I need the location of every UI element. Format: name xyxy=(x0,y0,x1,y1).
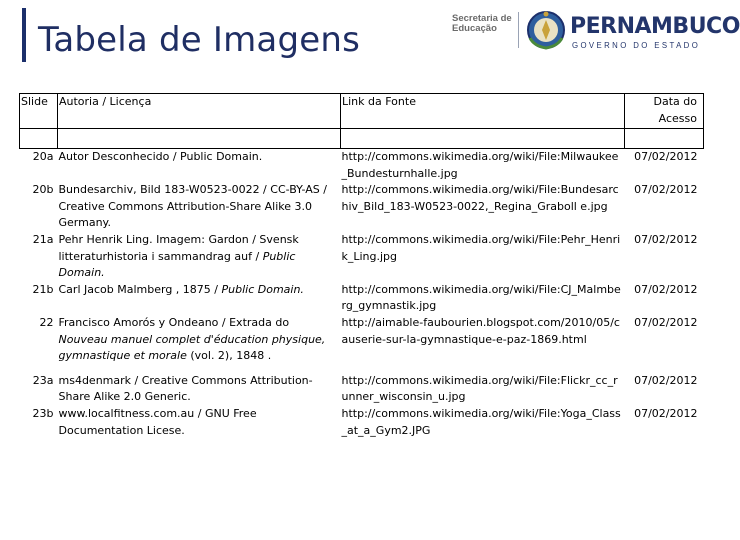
header-autoria: Autoria / Licença xyxy=(58,94,341,129)
brand-name: PERNAMBUCO xyxy=(570,14,740,39)
cell-slide: 23b xyxy=(32,406,54,420)
table-row xyxy=(20,315,704,365)
table-row xyxy=(20,149,704,183)
header-link: Link da Fonte xyxy=(341,94,625,129)
cell-autoria: Autor Desconhecido / Public Domain. xyxy=(58,150,263,163)
autoria-italic: Public Domain. xyxy=(58,249,296,280)
header-data-line-2: Acesso xyxy=(658,111,697,125)
table-row xyxy=(20,232,704,282)
cell-autoria: www.localfitness.com.au / GNU Free Documentation Licese. xyxy=(58,406,257,437)
cell-link[interactable]: http://commons.wikimedia.org/wiki/File:Yoga_Class_at_a_Gym2.JPG xyxy=(341,406,621,437)
slide-header xyxy=(0,0,740,72)
table-row xyxy=(20,282,704,315)
cell-data: 07/02/2012 xyxy=(634,232,698,246)
cell-autoria xyxy=(58,232,341,282)
cell-link[interactable]: http://aimable-faubourien.blogspot.com/2010/05/causerie-sur-la-gymnastique-e-paz-1869.html xyxy=(341,315,620,346)
autoria-italic: Public Domain. xyxy=(221,282,304,296)
table-header-row xyxy=(20,94,704,129)
spacer-cell xyxy=(625,129,704,149)
cell-slide: 23a xyxy=(32,373,54,387)
autoria-italic: Nouveau manuel complet d'éducation physique, gymnastique et morale xyxy=(58,332,326,363)
cell-link[interactable]: http://commons.wikimedia.org/wiki/File:CJ_Malmberg_gymnastik.jpg xyxy=(341,282,621,313)
table-row xyxy=(20,365,704,406)
page-title: Tabela de Imagens xyxy=(38,20,361,60)
image-table xyxy=(19,93,704,439)
autoria-text: Pehr Henrik Ling. Imagem: Gardon / Svensk litteraturhistoria i sammandrag auf / xyxy=(58,232,299,263)
secretaria-line-2: Educação xyxy=(452,23,497,34)
autoria-tail: (vol. 2), 1848 . xyxy=(186,349,272,363)
cell-data: 07/02/2012 xyxy=(634,373,698,387)
cell-autoria xyxy=(58,315,341,365)
cell-data: 07/02/2012 xyxy=(634,406,698,420)
cell-slide: 20a xyxy=(32,150,54,163)
cell-link[interactable]: http://commons.wikimedia.org/wiki/File:Pehr_Henrik_Ling.jpg xyxy=(341,232,621,263)
cell-slide: 21a xyxy=(32,232,54,246)
brand-subtitle: GOVERNO DO ESTADO xyxy=(572,41,701,50)
cell-link[interactable]: http://commons.wikimedia.org/wiki/File:Milwaukee_Bundesturnhalle.jpg xyxy=(341,150,619,180)
spacer-cell xyxy=(58,129,341,149)
cell-link[interactable]: http://commons.wikimedia.org/wiki/File:Bundesarchiv_Bild_183-W0523-0022,_Regina_Graboll e.jpg xyxy=(341,183,619,213)
cell-data: 07/02/2012 xyxy=(634,282,698,296)
cell-slide: 22 xyxy=(39,315,54,329)
table-spacer-row xyxy=(20,129,704,149)
pernambuco-seal-icon xyxy=(524,8,568,52)
cell-autoria: ms4denmark / Creative Commons Attribution-Share Alike 2.0 Generic. xyxy=(58,373,313,404)
cell-slide: 20b xyxy=(32,183,54,197)
autoria-text: Carl Jacob Malmberg , 1875 / xyxy=(58,282,222,296)
cell-data: 07/02/2012 xyxy=(634,150,698,163)
cell-autoria: Bundesarchiv, Bild 183-W0523-0022 / CC-BY-AS / Creative Commons Attribution-Share Alike 3.0 Germany. xyxy=(58,183,327,230)
cell-data: 07/02/2012 xyxy=(634,183,698,197)
spacer-cell xyxy=(341,129,625,149)
secretaria-logo-text xyxy=(452,14,512,34)
header-data-line-1: Data do xyxy=(653,95,697,108)
title-accent-bar xyxy=(22,8,26,62)
table-row xyxy=(20,406,704,439)
cell-data: 07/02/2012 xyxy=(634,315,698,329)
spacer-cell xyxy=(20,129,58,149)
autoria-text: Francisco Amorós y Ondeano / Extrada do xyxy=(58,315,290,329)
logo-divider xyxy=(518,12,519,48)
table-row xyxy=(20,182,704,232)
header-data xyxy=(625,94,704,129)
cell-slide: 21b xyxy=(32,282,54,296)
cell-link[interactable]: http://commons.wikimedia.org/wiki/File:Flickr_cc_runner_wisconsin_u.jpg xyxy=(341,373,618,404)
secretaria-line-1: Secretaria de xyxy=(452,13,512,24)
header-slide: Slide xyxy=(20,94,58,129)
cell-autoria xyxy=(58,282,341,315)
